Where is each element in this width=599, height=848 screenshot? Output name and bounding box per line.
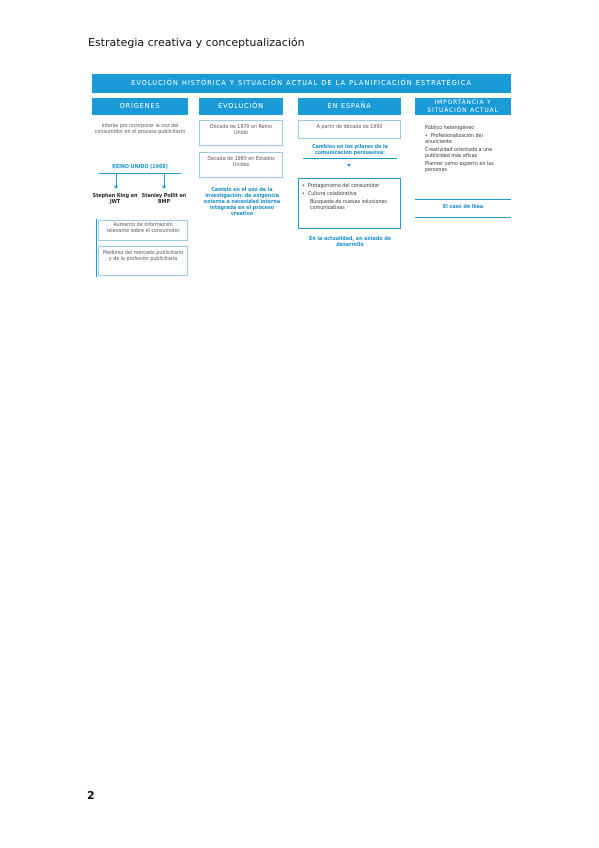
espana-actualidad: En la actualidad, en estado de desarrollo: [309, 237, 391, 248]
evolucion-box-1970: Década de 1970 en Reino Unido: [199, 120, 283, 146]
list-item: Planner como experto en las personas: [425, 162, 494, 173]
page-number: 2: [87, 789, 95, 802]
planning-evolution-diagram: [92, 74, 511, 284]
document-title: Estrategia creativa y conceptualización: [88, 36, 305, 49]
origenes-intro: Interés por incorporar la voz del consumidor en el proceso publicitario: [94, 124, 186, 135]
pilares-underline: [303, 158, 397, 159]
importancia-divider: [415, 199, 511, 200]
left-bracket-line: [96, 219, 97, 277]
espana-heading: EN ESPAÑA: [298, 98, 401, 115]
evolucion-heading: EVOLUCIÓN: [199, 98, 283, 115]
importancia-list: [425, 126, 509, 176]
espana-bracket-bottom: [298, 228, 401, 229]
list-item: • Cultura colaborativa: [302, 192, 357, 197]
list-item: • Protagonismo del consumidor: [302, 184, 380, 189]
reino-unido-underline: [99, 173, 181, 174]
espana-bracket-top: [298, 178, 401, 179]
caso-ikea: El caso de Ikea: [442, 205, 484, 210]
list-item: • Profesionalización del anunciante: [425, 134, 483, 145]
origenes-heading: ORÍGENES: [92, 98, 188, 115]
evolucion-cambio: Cambio en el uso de la investigación: de exigencia externa a necesidad interna integrada en el proceso creativo: [203, 188, 281, 217]
espana-pilares-list: [302, 184, 398, 214]
madurez-box: Madurez del mercado publicitario y de la profesión publicitaria: [98, 246, 188, 276]
arrow-down-icon: [347, 164, 351, 167]
aumento-box: Aumento de información relevante sobre el consumidor: [98, 220, 188, 241]
arrow-down-icon: [114, 186, 118, 189]
list-item: Público heterogéneo: [425, 126, 475, 131]
espana-pilares: Cambios en los pilares de la comunicación persuasiva:: [312, 145, 388, 156]
connector-stanley: [164, 173, 165, 186]
connector-stephen: [116, 173, 117, 186]
diagram-banner: EVOLUCIÓN HISTÓRICA Y SITUACIÓN ACTUAL DE LA PLANIFICACIÓN ESTRATÉGICA: [92, 74, 511, 93]
importancia-heading: IMPORTANCIA Y SITUACIÓN ACTUAL: [415, 98, 511, 115]
importancia-divider-bottom: [415, 217, 511, 218]
reino-unido-label: REINO UNIDO (1968): [112, 165, 168, 170]
espana-bracket-left: [298, 178, 299, 228]
stanley-pollit-label: Stanley Pollit en BMP: [141, 194, 187, 205]
espana-bracket-right: [400, 178, 401, 228]
list-item: Búsqueda de nuevas soluciones comunicativas: [310, 200, 387, 211]
evolucion-box-1980: Década de 1980 en Estados Unidos: [199, 152, 283, 178]
arrow-down-icon: [162, 186, 166, 189]
list-item: Creatividad orientada a una publicidad más eficaz: [425, 148, 493, 159]
espana-box-1990: A partir de década de 1990: [298, 120, 401, 139]
stephen-king-label: Stephen King en JWT: [92, 194, 138, 205]
